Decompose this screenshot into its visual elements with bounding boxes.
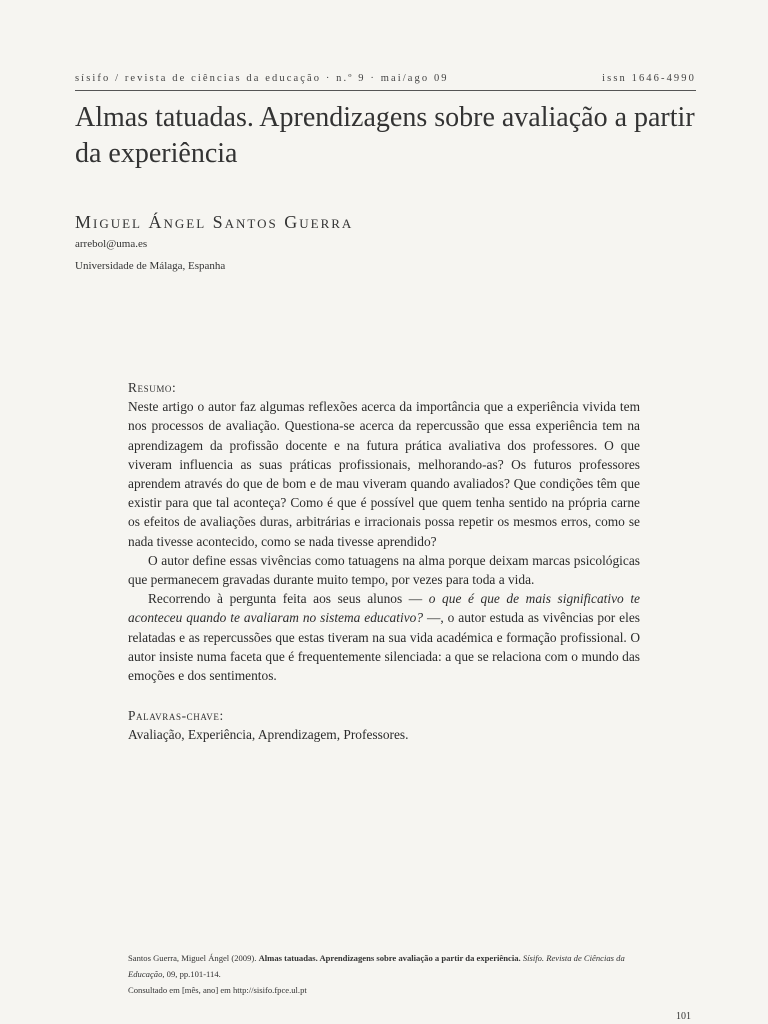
abstract-section — [128, 378, 640, 745]
page-number: 101 — [676, 1011, 691, 1022]
article-title: Almas tatuadas. Aprendizagens sobre avaliação a partir da experiência — [75, 102, 695, 169]
citation-title: Almas tatuadas. Aprendizagens sobre avaliação a partir da experiência. — [258, 953, 521, 963]
citation-consulted[interactable]: Consultado em [mês, ano] em http://sisifo.fpce.ul.pt — [128, 985, 307, 995]
abstract-paragraph-1: Neste artigo o autor faz algumas reflexões acerca da importância que a experiência vivida tem nos processos de avaliação. Questiona-se acerca da repercussão que essa experiência tem na aprendizagem da profissão docente e na futura prática avaliativa dos professores. O que viveram influencia as suas práticas profissionais, melhorando-as? Os futuros professores aprendem através do que de bom e de mau viveram quando avaliados? Que condições têm que existir para que tal aconteça? Como é que é possível que quem tenha sentido na própria carne os efeitos de avaliações duras, arbitrárias e irracionais possa repetir os mesmos erros, como se nada tivesse acontecido, como se nada tivesse aprendido? — [128, 399, 640, 549]
citation-details: , 09, pp.101-114. — [162, 969, 221, 979]
abstract-paragraph-2: O autor define essas vivências como tatuagens na alma porque deixam marcas psicológicas que permanecem gravadas durante muito tempo, por vezes para toda a vida. — [128, 552, 640, 588]
running-header — [75, 70, 696, 91]
journal-name: sísifo / revista de ciências da educação · n.º 9 · mai/ago 09 — [75, 73, 449, 84]
author-affiliation: Universidade de Málaga, Espanha — [75, 260, 226, 272]
abstract-heading: Resumo: — [128, 380, 177, 395]
keywords-list: Avaliação, Experiência, Aprendizagem, Professores. — [128, 727, 409, 743]
abstract-p3-lead: Recorrendo à pergunta feita aos seus alunos — — [148, 591, 429, 607]
abstract-p3-question: o que é que de mais significativo te aconteceu quando te avaliaram no sistema educativo? — [128, 591, 640, 626]
abstract-p3-rest: —, o autor estuda as vivências por eles relatadas e as repercussões que estas tiveram na sua vida académica e formação profissional. O autor insiste numa faceta que é frequentemente silenciada: a que se relaciona com o mundo das emoções e dos sentimentos. — [128, 610, 640, 684]
citation-authors: Santos Guerra, Miguel Ángel (2009). — [128, 953, 257, 963]
citation-journal: Sísifo. Revista de Ciências da Educação — [128, 953, 625, 979]
keywords-section — [128, 706, 640, 744]
author-name: Miguel Ángel Santos Guerra — [75, 212, 354, 232]
abstract-paragraph-3 — [128, 589, 640, 685]
issn: issn 1646-4990 — [602, 73, 696, 84]
author-email[interactable]: arrebol@uma.es — [75, 238, 148, 250]
keywords-heading: Palavras-chave: — [128, 708, 224, 724]
citation-block — [128, 950, 640, 998]
